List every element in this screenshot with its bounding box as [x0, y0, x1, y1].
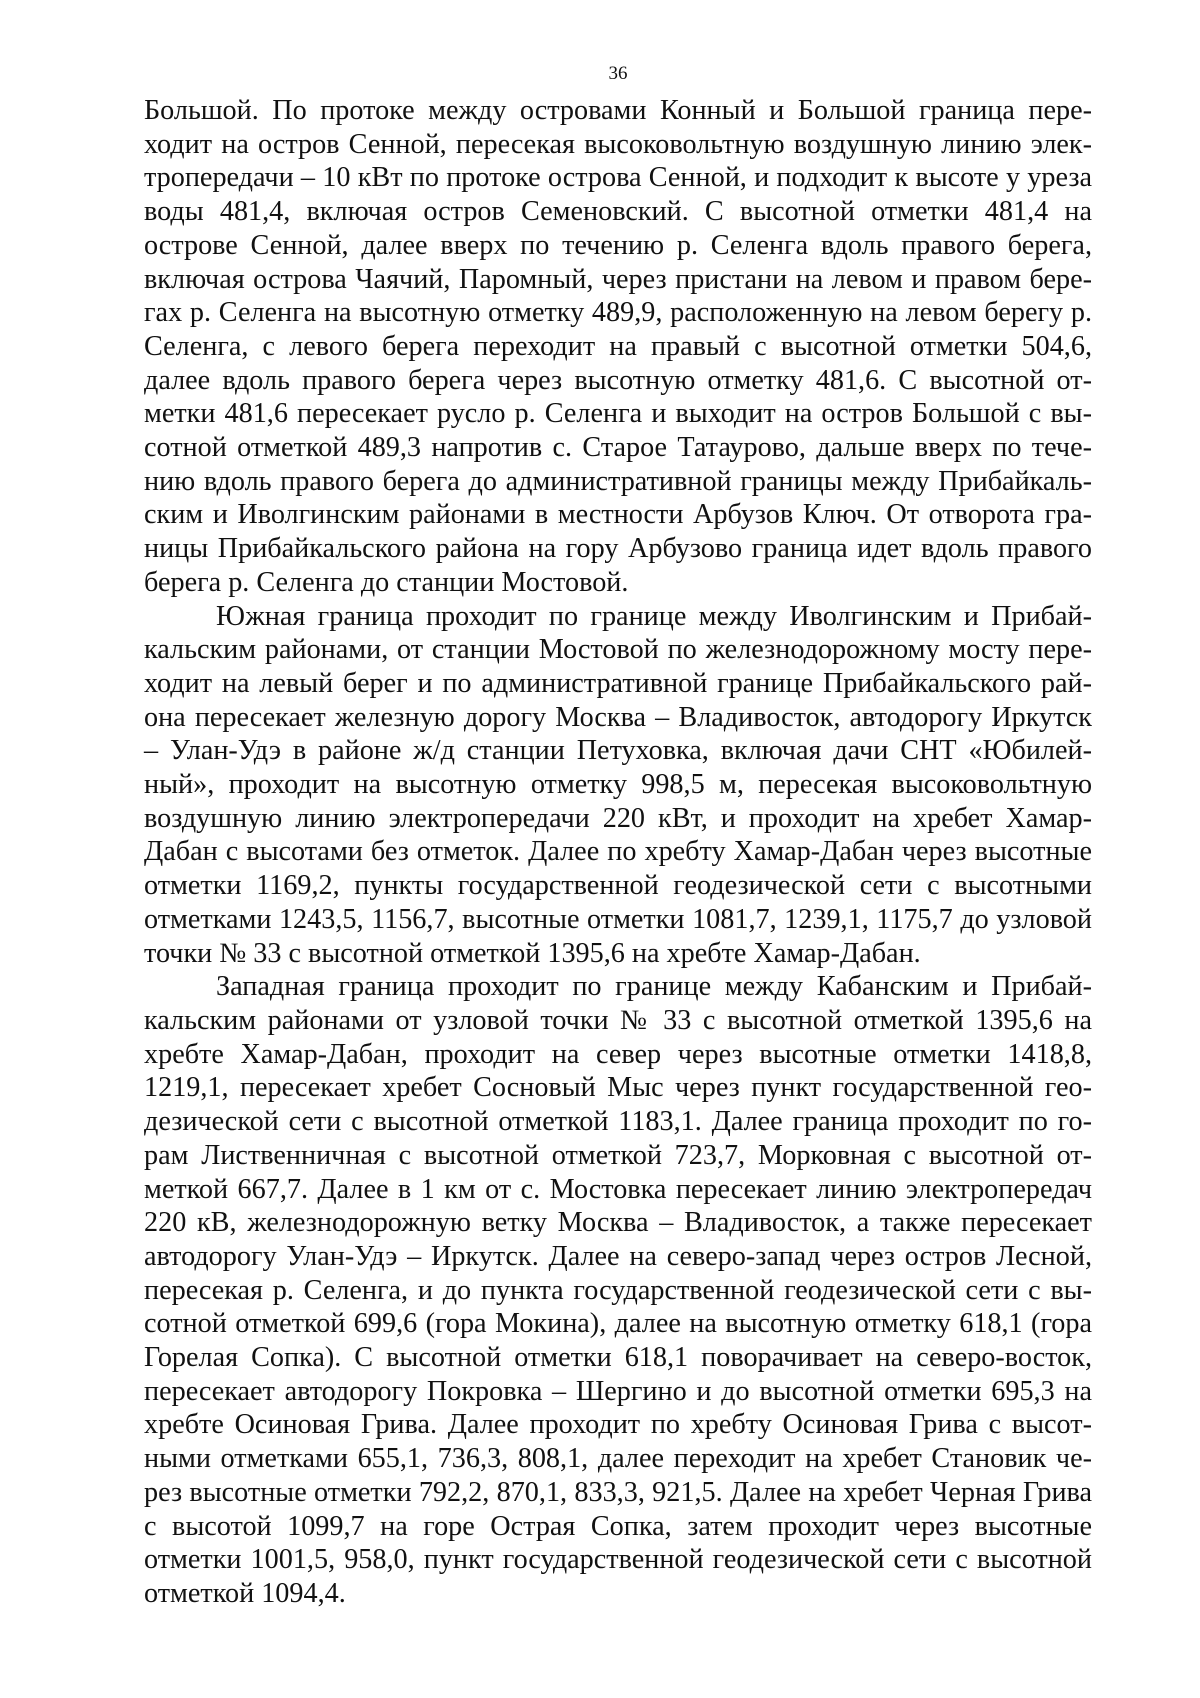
page-number: 36	[608, 63, 628, 84]
paragraph-south-boundary: Южная граница проходит по границе между Иволгинским и Прибайкальским районами, от станции Мостовой по железнодорожному мосту переходит на левый берег и по административной границе Прибайкальского района пересекает железную дорогу Москва – Владивосток, автодорогу Иркутск – Улан-Удэ в районе ж/д станции Петуховка, включая дачи СНТ «Юбилейный», проходит на высотную отметку 998,5 м, пересекая высоковольтную воздушную линию электропередачи 220 кВт, и проходит на хребет Хамар-Дабан с высотами без отметок. Далее по хребту Хамар-Дабан через высотные отметки 1169,2, пункты государственной геодезической сети с высотными отметками 1243,5, 1156,7, высотные отметки 1081,7, 1239,1, 1175,7 до узловой точки № 33 с высотной отметкой 1395,6 на хребте Хамар-Дабан.	[144, 600, 1092, 969]
document-page	[144, 62, 1092, 1611]
paragraph-west-boundary: Западная граница проходит по границе между Кабанским и Прибайкальским районами от узловой точки № 33 с высотной отметкой 1395,6 на хребте Хамар-Дабан, проходит на север через высотные отметки 1418,8, 1219,1, пересекает хребет Сосновый Мыс через пункт государственной геодезической сети с высотной отметкой 1183,1. Далее граница проходит по горам Лиственничная с высотной отметкой 723,7, Морковная с высотной отметкой 667,7. Далее в 1 км от с. Мостовка пересекает линию электропередач 220 кВ, железнодорожную ветку Москва – Владивосток, а также пересекает автодорогу Улан-Удэ – Иркутск. Далее на северо-запад через остров Лесной, пересекая р. Селенга, и до пункта государственной геодезической сети с высотной отметкой 699,6 (гора Мокина), далее на высотную отметку 618,1 (гора Горелая Сопка). С высотной отметки 618,1 поворачивает на северо-восток, пересекает автодорогу Покровка – Шергино и до высотной отметки 695,3 на хребте Осиновая Грива. Далее проходит по хребту Осиновая Грива с высотными отметками 655,1, 736,3, 808,1, далее переходит на хребет Становик через высотные отметки 792,2, 870,1, 833,3, 921,5. Далее на хребет Черная Грива с высотой 1099,7 на горе Острая Сопка, затем проходит через высотные отметки 1001,5, 958,0, пункт государственной геодезической сети с высотной отметкой 1094,4.	[144, 971, 1092, 1609]
paragraph-north-boundary-continued: Большой. По протоке между островами Конный и Большой граница переходит на остров Сенной, пересекая высоковольтную воздушную линию электропередачи – 10 кВт по протоке острова Сенной, и подходит к высоте у уреза воды 481,4, включая остров Семеновский. С высотной отметки 481,4 на острове Сенной, далее вверх по течению р. Селенга вдоль правого берега, включая острова Чаячий, Паромный, через пристани на левом и правом берегах р. Селенга на высотную отметку 489,9, расположенную на левом берегу р. Селенга, с левого берега переходит на правый с высотной отметки 504,6, далее вдоль правого берега через высотную отметку 481,6. С высотной отметки 481,6 пересекает русло р. Селенга и выходит на остров Большой с высотной отметкой 489,3 напротив с. Старое Татаурово, дальше вверх по течению вдоль правого берега до административной границы между Прибайкальским и Иволгинским районами в местности Арбузов Ключ. От отворота границы Прибайкальского района на гору Арбузово граница идет вдоль правого берега р. Селенга до станции Мостовой.	[144, 95, 1092, 598]
